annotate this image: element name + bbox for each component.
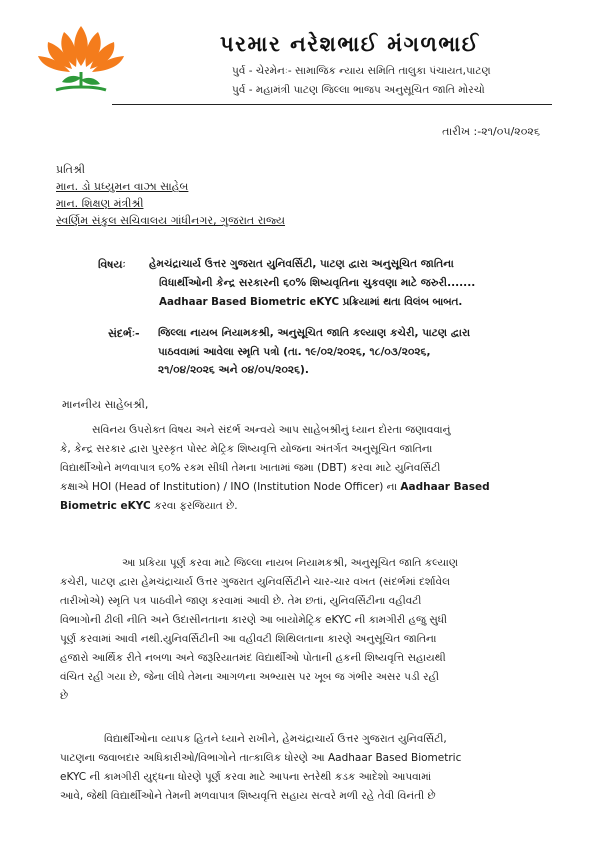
paragraph-3-line: eKYC ની કામગીરી યુદ્ધના ધોરણે પૂર્ણ કરવા માટે આપના સ્તરેથી કડક આદેશો આપવામાં bbox=[60, 771, 432, 783]
paragraph-1-line bbox=[60, 500, 238, 513]
addressee-line-3: સ્વર્ણિમ સંકુલ સચિવાલય ગાંધીનગર, ગુજરાત રાજ્ય bbox=[56, 214, 286, 227]
paragraph-2-line: વિભાગોની ઢીલી નીતિ અને ઉદાસીનતાના કારણે આ બાયોમેટ્રિક eKYC ની કામગીરી હજુ સુધી bbox=[60, 614, 448, 626]
paragraph-1-text: કક્ષાએ HOI (Head of Institution) / INO (Institution Node Officer) ના bbox=[60, 481, 401, 493]
letter-date: તારીખ :-૨૧/૦૫/૨૦૨૬ bbox=[442, 125, 540, 138]
paragraph-2-line: પૂર્ણ કરવામાં આવી નથી.યુનિવર્સિટીની આ વહીવટી શિથિલતાના કારણે અનુસૂચિત જાતિના bbox=[60, 633, 437, 645]
paragraph-3-line: વિદ્યાર્થીઓના વ્યાપક હિતને ધ્યાને રાખીને, હેમચંદ્રાચાર્ય ઉત્તર ગુજરાત યુનિવર્સિટી, bbox=[104, 733, 447, 745]
paragraph-3-line: આવે, જેથી વિદ્યાર્થીઓને તેમની મળવાપાત્ર શિષ્યવૃત્તિ સહાય સત્વરે મળી રહે તેવી વિનંતી છે bbox=[60, 790, 436, 802]
letterhead-divider bbox=[112, 104, 552, 105]
reference-line-2: પાઠવવામાં આવેલા સ્મૃતિ પત્રો (તા. ૧૯/૦૨/૨૦૨૬, ૧૮/૦૩/૨૦૨૬, bbox=[158, 346, 431, 358]
paragraph-1-bold: Biometric eKYC bbox=[60, 500, 151, 512]
designation-line-1: પુર્વ - ચેરમેનઃ- સામાજિક ન્યાય સમિતિ તાલુકા પંચાયત,પાટણ bbox=[232, 65, 491, 77]
paragraph-2-line: કચેરી, પાટણ દ્વારા હેમચંદ્રાચાર્ય ઉત્તર ગુજરાત યુનિવર્સિટીને ચાર-ચાર વખત (સંદર્ભમાં દર્શાવેલ bbox=[60, 576, 451, 588]
subject-label: વિષયઃ bbox=[98, 258, 126, 271]
subject-line-2: વિધાર્થીઓની કેન્દ્ર સરકારની ૬૦% શિષ્યવૃતિના ચુકવણા માટે જરુરી....... bbox=[159, 277, 476, 289]
subject-line-1: હેમચંદ્રાચાર્ય ઉત્તર ગુજરાત યુનિવર્સિટી, પાટણ દ્વારા અનુસૂચિત જાતિના bbox=[149, 258, 454, 270]
addressee-to: પ્રતિશ્રી bbox=[56, 163, 86, 176]
paragraph-3-line: પાટણના જવાબદાર અધિકારીઓ/વિભાગોને તાત્કાલિક ધોરણે આ Aadhaar Based Biometric bbox=[60, 752, 462, 764]
paragraph-2-line: તારીખોએ) સ્મૃતિ પત્ર પાઠવીને જાણ કરવામાં આવી છે. તેમ છતાં, યુનિવર્સિટીના વહીવટી bbox=[60, 595, 422, 607]
paragraph-2-line: વંચિત રહી ગયા છે, જેના લીધે તેમના આગળના અભ્યાસ પર ખૂબ જ ગંભીર અસર પડી રહી bbox=[60, 671, 439, 683]
paragraph-2-line: છે bbox=[60, 690, 69, 702]
paragraph-1-line: વિદ્યાર્થીઓને મળવાપાત્ર ૬૦% રકમ સીધી તેમના ખાતામાં જમા (DBT) કરવા માટે યુનિવર્સિટી bbox=[60, 462, 441, 474]
reference-line-3: ૨૧/૦૪/૨૦૨૬ અને ૦૪/૦૫/૨૦૨૬). bbox=[158, 364, 309, 376]
reference-label: સંદર્ભઃ- bbox=[108, 327, 140, 340]
salutation: માનનીય સાહેબશ્રી, bbox=[62, 398, 149, 411]
reference-line-1: જિલ્લા નાયબ નિયામકશ્રી, અનુસૂચિત જાતિ કલ્યાણ કચેરી, પાટણ દ્વારા bbox=[158, 327, 471, 339]
sender-name: પરમાર નરેશભાઈ મંગળભાઈ bbox=[220, 32, 480, 56]
paragraph-2-line: આ પ્રકિયા પૂર્ણ કરવા માટે જિલ્લા નાયબ નિયામકશ્રી, અનુસૂચિત જાતિ કલ્યાણ bbox=[122, 557, 458, 569]
addressee-line-2: માન. શિક્ષણ મંત્રીશ્રી bbox=[56, 197, 144, 210]
addressee-line-1: માન. ડો પ્રધ્યુમન વાઝા સાહેબ bbox=[56, 180, 189, 193]
paragraph-2-line: હજારો આર્થિક રીતે નબળા અને જરૂરિયાતમંદ વિદ્યાર્થીઓ પોતાની હકની શિષ્યવૃત્તિ સહાયથી bbox=[60, 652, 446, 664]
designation-line-2: પુર્વ - મહામંત્રી પાટણ જિલ્લા ભાજપ અનુસૂચિત જાતિ મોરચો bbox=[232, 84, 485, 96]
paragraph-1-line: સવિનય ઉપરોક્ત વિષય અને સંદર્ભ અન્વયે આપ સાહેબશ્રીનું ધ્યાન દોરતા જણાવવાનું bbox=[92, 424, 451, 436]
paragraph-1-bold: Aadhaar Based bbox=[400, 481, 490, 493]
paragraph-1-line bbox=[60, 481, 490, 494]
subject-line-3: Aadhaar Based Biometric eKYC પ્રક્રિયામાં થતા વિલંબ બાબત. bbox=[159, 296, 463, 308]
paragraph-1-text: કરવા ફરજિયાત છે. bbox=[150, 500, 238, 512]
lotus-logo-icon bbox=[36, 20, 126, 100]
paragraph-1-line: કે, કેન્દ્ર સરકાર દ્વારા પુરસ્કૃત પોસ્ટ મેટ્રિક શિષ્યવૃત્તિ યોજના અંતર્ગત અનુસૂચિત જાતિના bbox=[60, 443, 433, 455]
